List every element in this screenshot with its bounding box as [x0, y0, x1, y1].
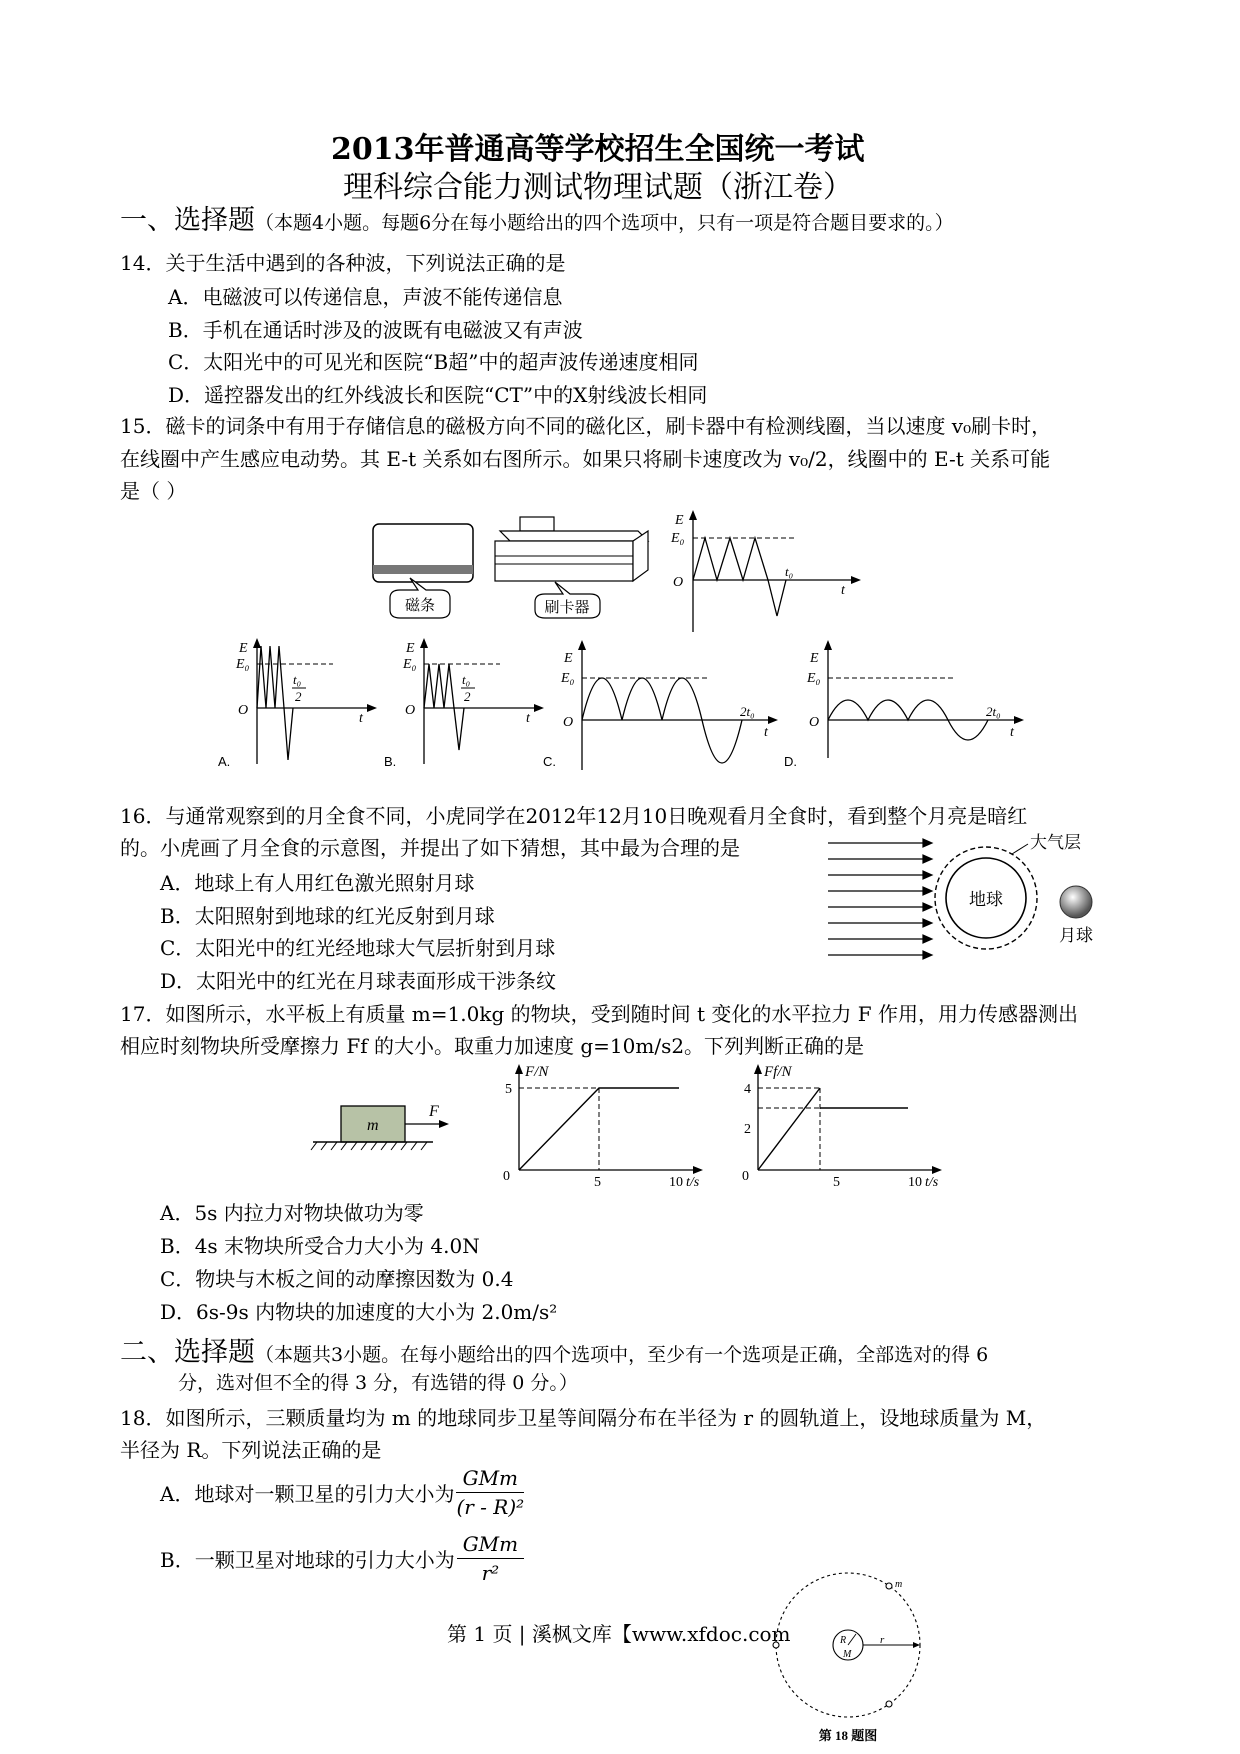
svg-text:t/s: t/s	[925, 1175, 939, 1190]
section-1-title: 一、选择题	[120, 205, 255, 236]
svg-text:t: t	[526, 711, 530, 726]
svg-text:E₀: E₀	[561, 671, 575, 686]
svg-text:E: E	[810, 651, 819, 666]
svg-text:O: O	[238, 703, 249, 718]
q14-option-d: D．遥控器发出的红外线波长和医院“CT”中的X射线波长相同	[168, 383, 708, 407]
section-2-note-line-1: （本题共3小题。在每小题给出的四个选项中，至少有一个选项是正确，全部选对的得 6	[255, 1344, 989, 1366]
svg-text:0: 0	[742, 1169, 749, 1184]
svg-text:E: E	[406, 641, 415, 656]
svg-text:E: E	[239, 641, 248, 656]
svg-text:m: m	[895, 1579, 903, 1590]
section-1-heading	[120, 198, 954, 237]
q15-line-3: 是（ ）	[120, 479, 187, 503]
svg-text:E₀: E₀	[236, 657, 250, 672]
g1-ylabel: F/N	[525, 1064, 549, 1080]
title-line-2: 理科综合能力测试物理试题（浙江卷）	[343, 170, 853, 205]
q18-option-a-text: A．地球对一颗卫星的引力大小为	[160, 1482, 455, 1506]
q15-option-c-graph	[558, 640, 788, 775]
q14-option-a: A．电磁波可以传递信息，声波不能传递信息	[168, 285, 563, 309]
q18-option-b-formula	[457, 1532, 524, 1585]
svg-text:M: M	[843, 1649, 852, 1660]
svg-text:2: 2	[744, 1122, 751, 1137]
svg-text:2: 2	[464, 689, 471, 704]
q16-option-b: B．太阳照射到地球的红光反射到月球	[160, 904, 495, 928]
section-2-note-line-2: 分，选对但不全的得 3 分，有选错的得 0 分。）	[178, 1372, 578, 1394]
q17-line-2: 相应时刻物块所受摩擦力 Ff 的大小。取重力加速度 g=10m/s2。下列判断正确的是	[120, 1034, 865, 1058]
svg-text:O: O	[405, 703, 416, 718]
sunlight-rays	[828, 839, 932, 959]
svg-text:O: O	[809, 715, 820, 730]
svg-text:E: E	[564, 651, 573, 666]
svg-text:r: r	[880, 1634, 885, 1646]
q15-option-a-label: A.	[218, 754, 231, 769]
svg-text:E₀: E₀	[807, 671, 821, 686]
svg-text:2t₀: 2t₀	[740, 704, 755, 719]
card-label: 磁条	[404, 598, 436, 614]
q17-option-d: D．6s-9s 内物块的加速度的大小为 2.0m/s²	[160, 1300, 558, 1324]
svg-text:2t₀: 2t₀	[986, 704, 1001, 719]
reader-label: 刷卡器	[544, 600, 590, 616]
force-f-label: F	[429, 1103, 439, 1120]
svg-text:E₀: E₀	[403, 657, 417, 672]
axis-e0: E₀	[671, 531, 685, 546]
q15-line-2: 在线圈中产生感应电动势。其 E-t 关系如右图所示。如果只将刷卡速度改为 v₀/2，线圈中的 E-t 关系可能	[120, 447, 1051, 471]
q14-option-b: B．手机在通话时涉及的波既有电磁波又有声波	[168, 318, 583, 342]
magnetic-stripe	[373, 565, 473, 574]
q15-option-d-graph	[804, 640, 1034, 760]
q14-option-c: C．太阳光中的可见光和医院“B超”中的超声波传递速度相同	[168, 350, 699, 374]
svg-text:t₀: t₀	[462, 672, 471, 687]
q15-original-graph	[665, 510, 865, 635]
q17-f-t-graph	[497, 1062, 717, 1190]
q18-option-a	[160, 1466, 524, 1519]
axis-t: t	[841, 583, 845, 598]
moon-label: 月球	[1059, 926, 1093, 945]
q18-a-denominator: (r - R)²	[456, 1495, 525, 1519]
q15-option-c-label: C.	[543, 754, 556, 769]
satellite-bottom	[886, 1701, 892, 1707]
q16-option-d: D．太阳光中的红光在月球表面形成干涉条纹	[160, 969, 557, 993]
q14-stem: 14．关于生活中遇到的各种波，下列说法正确的是	[120, 251, 566, 275]
earth-label: 地球	[969, 890, 1003, 909]
q18-figure-caption: 第 18 题图	[818, 1728, 878, 1743]
page-footer: 第 1 页 | 溪枫文库【www.xfdoc.com	[447, 1622, 791, 1646]
block-m-label: m	[367, 1117, 379, 1134]
svg-text:4: 4	[744, 1082, 751, 1097]
q15-line-1: 15．磁卡的词条中有用于存储信息的磁极方向不同的磁化区，刷卡器中有检测线圈，当以速度 v₀刷卡时，	[120, 414, 1052, 438]
q18-line-2: 半径为 R。下列说法正确的是	[120, 1438, 382, 1462]
q18-a-numerator: GMm	[456, 1466, 524, 1493]
g2-ylabel: Ff/N	[764, 1064, 792, 1080]
q18-option-b	[160, 1532, 524, 1585]
svg-text:t₀: t₀	[293, 672, 302, 687]
section-2-title: 二、选择题	[120, 1337, 255, 1368]
card-reader	[495, 517, 648, 581]
atmosphere-label: 大气层	[1030, 833, 1081, 852]
svg-text:5: 5	[833, 1175, 840, 1190]
svg-text:t: t	[1010, 725, 1014, 740]
q17-option-a: A．5s 内拉力对物块做功为零	[160, 1201, 424, 1225]
q15-option-b-label: B.	[384, 754, 397, 769]
svg-text:t/s: t/s	[686, 1175, 700, 1190]
q18-b-numerator: GMm	[457, 1532, 524, 1559]
q15-option-a-graph	[233, 638, 383, 768]
q16-line-1: 16．与通常观察到的月全食不同，小虎同学在2012年12月10日晚观看月全食时，看到整个月亮是暗红	[120, 804, 1028, 828]
section-2-heading	[120, 1330, 988, 1369]
q18-satellite-figure	[768, 1570, 938, 1754]
q17-ff-t-graph	[736, 1062, 956, 1190]
q18-line-1: 18．如图所示，三颗质量均为 m 的地球同步卫星等间隔分布在半径为 r 的圆轨道上，设地球质量为 M，	[120, 1406, 1047, 1430]
q17-option-c: C．物块与木板之间的动摩擦因数为 0.4	[160, 1267, 514, 1291]
svg-text:10: 10	[669, 1175, 683, 1190]
svg-text:R: R	[840, 1635, 847, 1646]
q15-option-d-label: D.	[784, 754, 797, 769]
q18-option-b-text: B．一颗卫星对地球的引力大小为	[160, 1548, 455, 1572]
q18-option-a-formula	[456, 1466, 524, 1519]
title-line-1: 2013年普通高等学校招生全国统一考试	[331, 132, 865, 167]
q16-eclipse-figure	[828, 830, 1108, 960]
q15-card-figure	[370, 512, 650, 622]
svg-text:5: 5	[505, 1082, 512, 1097]
q17-line-1: 17．如图所示，水平板上有质量 m=1.0kg 的物块，受到随时间 t 变化的水平拉力 F 作用，用力传感器测出	[120, 1002, 1078, 1026]
svg-text:O: O	[563, 715, 574, 730]
axis-origin: O	[673, 575, 684, 590]
svg-text:t: t	[764, 725, 768, 740]
q17-option-b: B．4s 末物块所受合力大小为 4.0N	[160, 1234, 480, 1258]
axis-e: E	[675, 513, 684, 528]
q16-line-2: 的。小虎画了月全食的示意图，并提出了如下猜想，其中最为合理的是	[120, 836, 740, 860]
svg-text:t: t	[359, 711, 363, 726]
section-1-note: （本题4小题。每题6分在每小题给出的四个选项中，只有一项是符合题目要求的。）	[255, 212, 954, 234]
svg-text:5: 5	[594, 1175, 601, 1190]
svg-text:10: 10	[908, 1175, 922, 1190]
q17-block-figure	[313, 1088, 463, 1158]
q16-option-c: C．太阳光中的红光经地球大气层折射到月球	[160, 936, 556, 960]
svg-text:2: 2	[295, 689, 302, 704]
moon-circle	[1060, 886, 1092, 918]
q18-b-denominator: r²	[481, 1561, 500, 1585]
q16-option-a: A．地球上有人用红色激光照射月球	[160, 871, 475, 895]
svg-text:0: 0	[503, 1169, 510, 1184]
satellite-top	[886, 1583, 892, 1589]
tick-t0: t₀	[785, 564, 794, 579]
q15-option-b-graph	[400, 638, 550, 768]
